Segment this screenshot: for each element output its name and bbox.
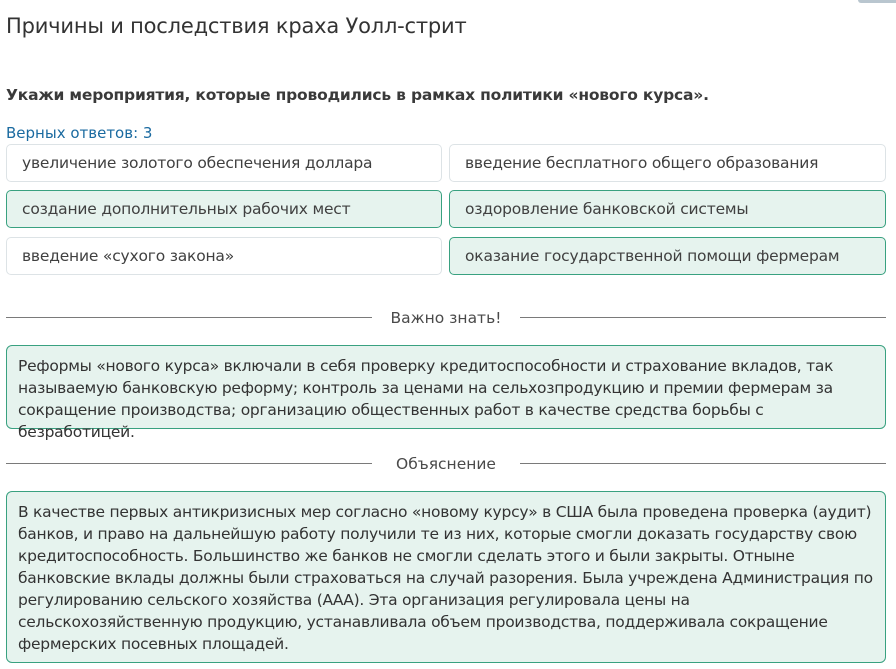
answer-option[interactable] <box>6 144 442 182</box>
answer-option[interactable] <box>449 237 886 275</box>
top-accent-bar <box>858 0 896 3</box>
answer-option-label: увеличение золотого обеспечения доллара <box>22 154 373 172</box>
question-text: Укажи мероприятия, которые проводились в рамках политики «нового курса». <box>6 86 709 104</box>
answer-option-label: оздоровление банковской системы <box>465 200 749 218</box>
divider-line <box>520 463 886 464</box>
answer-option[interactable] <box>6 237 442 275</box>
answer-option-label: введение бесплатного общего образования <box>465 154 819 172</box>
answer-option[interactable] <box>449 144 886 182</box>
explanation-box <box>6 491 886 663</box>
divider-line <box>6 317 372 318</box>
answer-option-label: создание дополнительных рабочих мест <box>22 200 351 218</box>
correct-answers-count: Верных ответов: 3 <box>6 124 153 142</box>
answer-option[interactable] <box>449 190 886 228</box>
important-divider <box>6 308 886 328</box>
important-box <box>6 345 886 441</box>
divider-line <box>6 463 372 464</box>
important-heading: Важно знать! <box>390 309 502 327</box>
answer-option-label: оказание государственной помощи фермерам <box>465 247 840 265</box>
divider-line <box>520 317 886 318</box>
page-title: Причины и последствия краха Уолл-стрит <box>6 14 467 38</box>
explanation-divider <box>6 454 886 474</box>
explanation-text: В качестве первых антикризисных мер согласно «новому курсу» в США была проведена проверка (аудит) банков, и право на дальнейшую работу получили те из них, которые смогли доказать государству свою кредитоспособность. Большинство же банков не смогли сделать этого и были закрыты. Отныне банковские вклады должны были страховаться на случай разорения. Была учреждена Администрация по регулированию сельского хозяйства (ААА). Эта организация регулировала цены на сельскохозяйственную продукцию, устанавливала объем производства, поддерживала сокращение фермерских посевных площадей. <box>18 503 873 653</box>
explanation-heading: Объяснение <box>396 455 496 473</box>
answer-option-label: введение «сухого закона» <box>22 247 235 265</box>
important-text: Реформы «нового курса» включали в себя проверку кредитоспособности и страхование вкладов, так называемую банковскую реформу; контроль за ценами на сельхозпродукцию и премии фермерам за сокращение производства; организацию общественных работ в качестве средства борьбы с безработицей. <box>18 357 834 441</box>
answer-option[interactable] <box>6 190 442 228</box>
